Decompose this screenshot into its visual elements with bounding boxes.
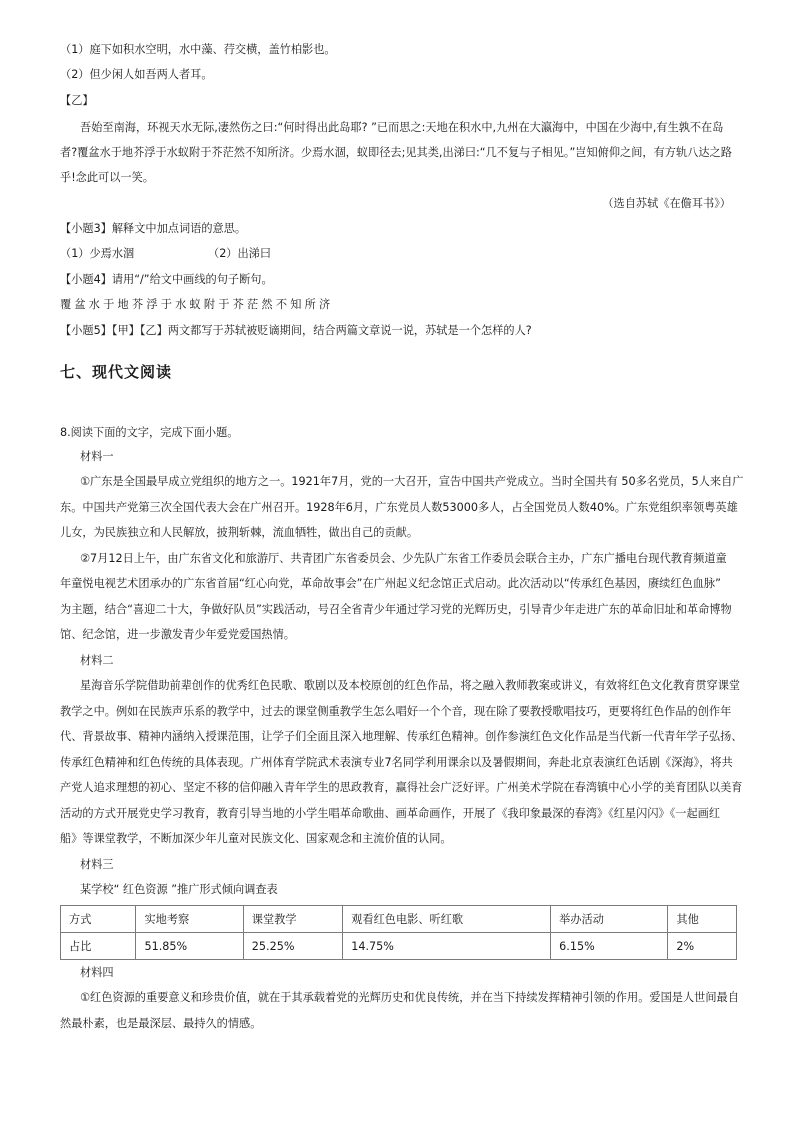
material-4-title: 材料四	[80, 966, 114, 979]
material-1-p1-line-2: 东。中国共产党第三次全国代表大会在广州召开。1928年6月，广东党员人数53000多人，占全国党员人数40%。广东党组织率领粤英雄	[60, 501, 738, 514]
section-title: 七、现代文阅读	[60, 363, 173, 381]
table-row	[61, 933, 737, 960]
table-cell: 51.85%	[136, 933, 243, 960]
material-2-line-1: 星海音乐学院借助前辈创作的优秀红色民歌、歌剧以及本校原创的红色作品，将之融入教师教案或讲义，有效将红色文化教育贯穿课堂	[80, 679, 741, 692]
material-2-line-6: 活动的方式开展党史学习教育，教育引导当地的小学生唱革命歌曲、画革命画作，开展了《我印象最深的春湾》《红星闪闪》《一起画红	[60, 807, 721, 820]
material-3-title: 材料三	[80, 858, 114, 871]
material-1-p1-line-1: ①广东是全国最早成立党组织的地方之一。1921年7月，党的一大召开，宣告中国共产党成立。当时全国共有 50多名党员，5人来自广	[80, 475, 744, 488]
table-header-cell: 方式	[61, 906, 136, 933]
question-4-sentence: 覆盆水于地芥浮于水蚁附于芥茫然不知所济	[60, 298, 334, 311]
table-cell: 6.15%	[551, 933, 668, 960]
table-header-cell: 举办活动	[551, 906, 668, 933]
poem-line-1: （1）庭下如积水空明，水中藻、荇交横，盖竹柏影也。	[60, 43, 336, 56]
table-header-cell: 观看红色电影、听红歌	[343, 906, 551, 933]
material-2-line-7: 船》等课堂教学，不断加深少年儿童对民族文化、国家观念和主流价值的认同。	[60, 832, 452, 845]
table-header-cell: 其他	[668, 906, 737, 933]
table-cell: 2%	[668, 933, 737, 960]
material-2-line-5: 产党人追求理想的初心、坚定不移的信仰融入青年学生的思政教育，赢得社会广泛好评。广州美术学院在春湾镇中心小学的美育团队以美育	[60, 781, 743, 794]
yi-label: 【乙】	[60, 94, 94, 107]
material-1-p1-line-3: 儿女，为民族独立和人民解放，披荆斩棘，流血牺牲，做出自己的贡献。	[60, 526, 419, 539]
table-header-row	[61, 906, 737, 933]
material-4-line-2: 然最朴素，也是最深层、最持久的情感。	[60, 1017, 262, 1030]
source-note: （选自苏轼《在儋耳书》）	[602, 197, 731, 210]
question-3: 【小题3】解释文中加点词语的意思。	[60, 222, 247, 235]
table-caption: 某学校“ 红色资源 ”推广形式倾向调查表	[80, 883, 278, 896]
table-cell: 占比	[61, 933, 136, 960]
material-2-line-4: 传承红色精神和红色传统的具体表现。广州体育学院武术表演专业7名同学利用课余以及暑假期间，奔赴北京表演红色话剧《深海》，将共	[60, 756, 733, 769]
question-5: 【小题5】【甲】【乙】两文都写于苏轼被贬谪期间，结合两篇文章说一说，苏轼是一个怎样的人?	[60, 324, 532, 337]
material-4-line-1: ①红色资源的重要意义和珍贵价值，就在于其承载着党的光辉历史和优良传统，并在当下持续发挥精神引领的作用。爱国是人世间最自	[80, 991, 739, 1004]
material-1-p2-line-2: 年童悦电视艺术团承办的广东省首届“红心向党，革命故事会”在广州起义纪念馆正式启动。此次活动以“传承红色基因，赓续红色血脉”	[60, 577, 721, 590]
question-4: 【小题4】请用“/”给文中画线的句子断句。	[60, 273, 273, 286]
material-2-line-3: 代、背景故事、精神内涵纳入授课范围，让学子们全面且深入地理解、传承红色精神。创作参演红色文化作品是当代新一代青年学子弘扬、	[60, 730, 743, 743]
material-1-title: 材料一	[80, 450, 114, 463]
table-header-cell: 课堂教学	[243, 906, 342, 933]
material-1-p2-line-3: 为主题，结合“喜迎二十大，争做好队员”实践活动，号召全省青少年通过学习党的光辉历史，引导青少年走进广东的革命旧址和革命博物	[60, 603, 732, 616]
yi-passage-line-3: 乎!念此可以一笑。	[60, 171, 154, 184]
poem-line-2: （2）但少闲人如吾两人者耳。	[60, 68, 213, 81]
material-2-title: 材料二	[80, 654, 114, 667]
survey-table	[60, 905, 737, 960]
material-2-line-2: 教学之中。例如在民族声乐系的教学中，过去的课堂侧重教学生怎么唱好一个个音，现在除了要教授歌唱技巧，更要将红色作品的创作年	[60, 705, 732, 718]
table-cell: 25.25%	[243, 933, 342, 960]
question-3-item-2: （2）出涕曰	[208, 247, 272, 260]
material-1-p2-line-1: ②7月12日上午，由广东省文化和旅游厅、共青团广东省委员会、少先队广东省工作委员会联合主办，广东广播电台现代教育频道童	[80, 552, 727, 565]
material-1-p2-line-4: 馆、纪念馆，进一步激发青少年爱党爱国热情。	[60, 628, 295, 641]
table-cell: 14.75%	[343, 933, 551, 960]
yi-passage-line-2: 者?覆盆水于地芥浮于水蚁附于芥茫然不知所济。少焉水涸，蚁即径去;见其类,出涕曰:“几不复与子相见。”岂知俯仰之间，有方轨八达之路	[60, 146, 732, 159]
yi-passage-line-1: 吾始至南海，环视天水无际,凄然伤之曰:“何时得出此岛耶? ”已而思之:天地在积水中,九州在大瀛海中，中国在少海中,有生孰不在岛	[80, 121, 724, 134]
question-3-item-1: （1）少焉水涸	[60, 247, 135, 260]
question-8-intro: 8.阅读下面的文字，完成下面小题。	[60, 426, 239, 439]
table-header-cell: 实地考察	[136, 906, 243, 933]
